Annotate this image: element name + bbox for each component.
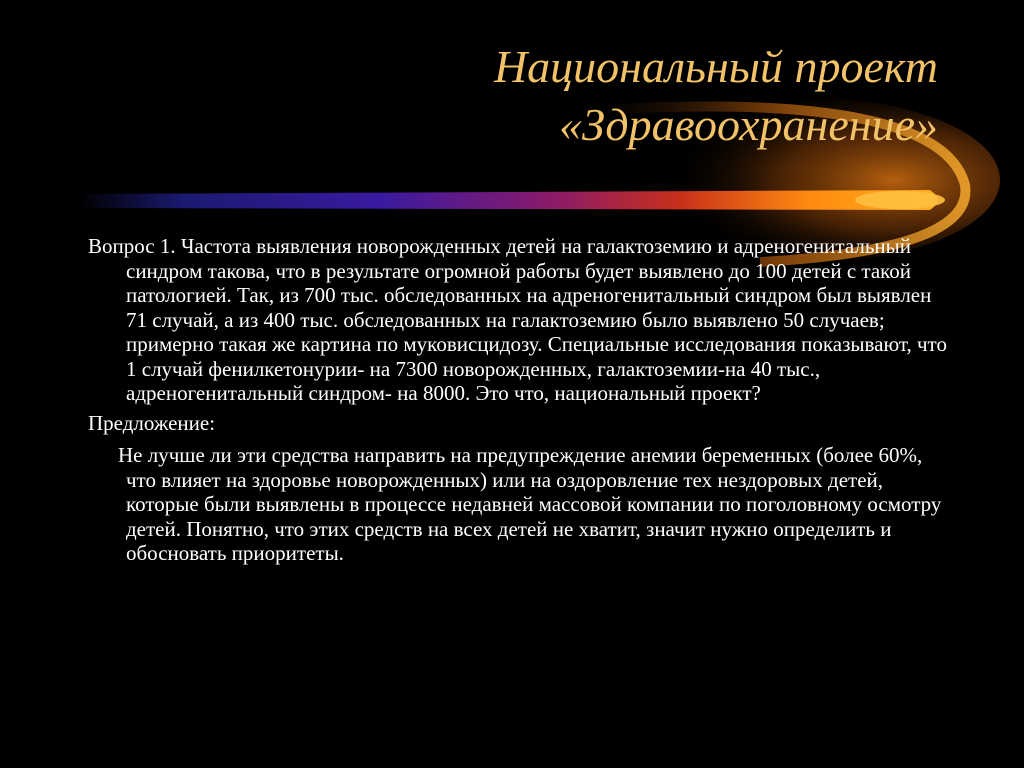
slide-title [238, 38, 938, 154]
question-paragraph: Вопрос 1. Частота выявления новорожденных детей на галактоземию и адреногенитальный синдром такова, что в результате огромной работы будет выявлено до 100 детей с такой патологией. Так, из 700 тыс. обследованных на адреногенитальный синдром был выявлен 71 случай, а из 400 тыс. обследованных на галактоземию было выявлено 50 случаев; примерно такая же картина по муковисцидозу. Специальные исследования показывают, что 1 случай фенилкетонурии- на 7300 новорожденных, галактоземии-на 40 тыс., адреногенитальный синдром- на 8000. Это что, национальный проект? [88, 234, 947, 405]
slide-body [88, 234, 948, 571]
title-line-1: Национальный проект [493, 41, 938, 92]
title-line-2: «Здравоохранение» [559, 99, 938, 150]
proposal-paragraph: Не лучше ли эти средства направить на предупреждение анемии беременных (более 60%, что влияет на здоровье новорожденных) или на оздоровление тех нездоровых детей, которые были выявлены в процессе недавней массовой компании по поголовному осмотру детей. Понятно, что этих средств на всех детей не хватит, значит нужно определить и обосновать приоритеты. [118, 443, 942, 565]
proposal-label: Предложение: [88, 410, 216, 435]
